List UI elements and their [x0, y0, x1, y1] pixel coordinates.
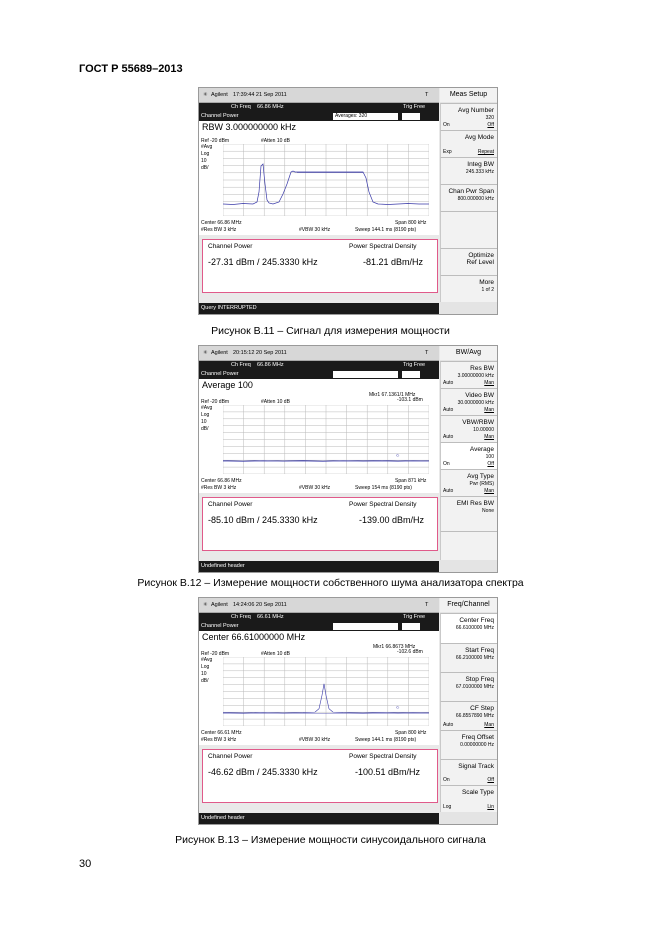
softkey-panel	[440, 346, 497, 572]
softkey-more[interactable]	[440, 275, 497, 302]
ch-freq-label: Ch Freq	[231, 614, 251, 620]
active-function-line: Average 100	[199, 379, 439, 392]
empty-box	[402, 113, 420, 120]
psd-value: -81.21 dBm/Hz	[363, 257, 424, 267]
softkey-optimize-ref-level[interactable]	[440, 248, 497, 275]
mode-bar	[199, 112, 439, 121]
softkey-emi-res-bw[interactable]	[440, 496, 497, 531]
softkey-option-left: Auto	[443, 722, 454, 728]
figure-caption-3: Рисунок В.13 – Измерение мощности синусоидального сигнала	[175, 834, 486, 846]
softkey-label: Avg Type	[467, 473, 494, 480]
softkey-option-left: On	[443, 122, 450, 128]
channel-power-value: -85.10 dBm / 245.3330 kHz	[208, 515, 318, 525]
softkey-label: Signal Track	[458, 763, 494, 770]
softkey-label: Integ BW	[467, 161, 494, 168]
softkey-center-freq[interactable]	[440, 613, 497, 643]
softkey-value: 800.000000 kHz	[457, 196, 494, 202]
mode-label: Channel Power	[201, 623, 239, 629]
softkey-label: Optimize	[468, 252, 494, 259]
softkey-avg-mode[interactable]	[440, 130, 497, 157]
atten-label: #Atten 10 dB	[261, 399, 290, 405]
sweep: Sweep 144.1 ms (8190 pts)	[355, 737, 417, 743]
channel-power-label: Channel Power	[208, 243, 253, 250]
mode-label: Channel Power	[201, 113, 239, 119]
softkey-integ-bw[interactable]	[440, 157, 497, 184]
averages-box	[333, 623, 398, 630]
brand-label: Agilent	[211, 92, 228, 98]
span: Span 800 kHz	[395, 730, 427, 736]
results-panel	[202, 749, 438, 803]
spectrum-plot	[199, 644, 439, 745]
softkey-value: 66.2100000 MHz	[455, 655, 494, 661]
softkey-label: Avg Mode	[464, 134, 494, 141]
softkey-label: Scale Type	[461, 789, 494, 796]
timestamp: 20:15:12 20 Sep 2011	[233, 350, 287, 356]
svg-text:◇: ◇	[396, 704, 400, 710]
spectrum-plot	[199, 134, 439, 235]
menu-title: Freq/Channel	[440, 598, 497, 612]
softkey-value: 1 of 2	[481, 287, 494, 293]
psd-label: Power Spectral Density	[349, 753, 417, 760]
softkey-label: Center Freq	[459, 617, 494, 624]
vbw: #VBW 30 kHz	[299, 485, 331, 491]
ref-level: Ref -20 dBm	[201, 399, 230, 405]
trig-label: Trig Free	[403, 614, 426, 620]
channel-power-value: -46.62 dBm / 245.3330 kHz	[208, 767, 318, 777]
mode-label: Channel Power	[201, 371, 239, 377]
title-bar	[199, 598, 439, 613]
agilent-logo-icon: ✳	[203, 602, 208, 608]
softkey-label: More	[479, 279, 494, 286]
res-bw: #Res BW 3 kHz	[201, 737, 237, 743]
softkey-label: Chan Pwr Span	[448, 188, 494, 195]
analyzer-screenshot-2	[198, 345, 498, 573]
softkey-vbw-rbw[interactable]	[440, 415, 497, 442]
t-flag: T	[425, 350, 429, 356]
scale-type-label: Log	[201, 664, 210, 670]
channel-power-value: -27.31 dBm / 245.3330 kHz	[208, 257, 318, 267]
sweep: Sweep 154 ms (8190 pts)	[355, 485, 412, 491]
softkey-option-left: Log	[443, 804, 452, 810]
timestamp: 14:24:06 20 Sep 2011	[233, 602, 287, 608]
psd-value: -139.00 dBm/Hz	[359, 515, 425, 525]
softkey-value: 3.00000000 kHz	[457, 373, 494, 379]
softkey-option-left: Auto	[443, 407, 454, 413]
brand-label: Agilent	[211, 602, 228, 608]
psd-label: Power Spectral Density	[349, 243, 417, 250]
softkey-panel	[440, 88, 497, 314]
softkey-option-right: Lin	[487, 804, 494, 810]
mode-bar	[199, 622, 439, 631]
atten-label: #Atten 10 dB	[261, 651, 290, 657]
atten-label: #Atten 10 dB	[261, 138, 290, 144]
status-bar: Query INTERRUPTED	[199, 303, 439, 314]
averages-box: Averages: 320	[333, 113, 398, 120]
softkey-label: EMI Res BW	[456, 500, 494, 507]
trig-label: Trig Free	[403, 104, 426, 110]
sweep: Sweep 144.1 ms (8190 pts)	[355, 227, 417, 233]
softkey-freq-offset[interactable]	[440, 730, 497, 759]
softkey-label: Average	[469, 446, 494, 453]
softkey-label: Start Freq	[465, 647, 494, 654]
t-flag: T	[425, 602, 429, 608]
empty-box	[402, 623, 420, 630]
softkey-avg-number[interactable]	[440, 103, 497, 130]
scale-value: 10	[201, 419, 207, 425]
softkey-option-left: On	[443, 777, 450, 783]
softkey-blank[interactable]	[440, 531, 497, 560]
softkey-value: Ref Level	[466, 259, 494, 266]
softkey-signal-track[interactable]	[440, 759, 497, 785]
softkey-option-left: Exp	[443, 149, 452, 155]
softkey-label: Stop Freq	[465, 676, 494, 683]
avg-label: #Avg	[201, 144, 213, 150]
analyzer-screenshot-1	[198, 87, 498, 315]
timestamp: 17:39:44 21 Sep 2011	[233, 92, 287, 98]
center-freq: Center 66.61 MHz	[201, 730, 242, 736]
softkey-option-left: Auto	[443, 434, 454, 440]
spectrum-trace-graph	[223, 405, 429, 474]
softkey-cf-step[interactable]	[440, 701, 497, 730]
scale-unit: dB/	[201, 426, 209, 432]
menu-title: BW/Avg	[440, 346, 497, 360]
softkey-start-freq[interactable]	[440, 643, 497, 672]
ref-level: Ref -20 dBm	[201, 651, 230, 657]
softkey-option-right: Man	[484, 434, 494, 440]
softkey-value: 66.6100000 MHz	[455, 625, 494, 631]
softkey-avg-type[interactable]	[440, 469, 497, 496]
scale-type-label: Log	[201, 412, 210, 418]
res-bw: #Res BW 3 kHz	[201, 227, 237, 233]
softkey-value: 10.00000	[473, 427, 494, 433]
ch-freq-value: 66.86 MHz	[257, 104, 284, 110]
softkey-option-right: Man	[484, 722, 494, 728]
softkey-average[interactable]	[440, 442, 497, 469]
t-flag: T	[425, 92, 429, 98]
softkey-option-left: Auto	[443, 380, 454, 386]
psd-value: -100.51 dBm/Hz	[355, 767, 421, 777]
scale-type-label: Log	[201, 151, 210, 157]
softkey-option-right: Man	[484, 380, 494, 386]
analyzer-screenshot-3	[198, 597, 498, 825]
active-function-line: RBW 3.000000000 kHz	[199, 121, 439, 134]
status-bar: Undefined header	[199, 813, 439, 824]
span: Span 800 kHz	[395, 220, 427, 226]
softkey-option-right: Off	[487, 461, 494, 467]
softkey-value: 30.0000000 kHz	[457, 400, 494, 406]
softkey-option-right: Off	[487, 122, 494, 128]
title-bar	[199, 346, 439, 361]
softkey-label: CF Step	[470, 705, 494, 712]
softkey-label: Freq Offset	[461, 734, 494, 741]
channel-bar	[199, 361, 439, 370]
ch-freq-label: Ch Freq	[231, 104, 251, 110]
scale-unit: dB/	[201, 165, 209, 171]
softkey-value: 320	[485, 115, 494, 121]
vbw: #VBW 30 kHz	[299, 737, 331, 743]
spectrum-trace-graph	[223, 657, 429, 726]
softkey-option-left: On	[443, 461, 450, 467]
averages-box	[333, 371, 398, 378]
channel-bar	[199, 613, 439, 622]
softkey-label: Res BW	[470, 365, 494, 372]
softkey-blank[interactable]	[440, 211, 497, 248]
softkey-label: Avg Number	[457, 107, 494, 114]
softkey-label: VBW/RBW	[462, 419, 494, 426]
softkey-value: 100	[485, 454, 494, 460]
softkey-option-right: Man	[484, 488, 494, 494]
channel-power-label: Channel Power	[208, 753, 253, 760]
results-panel	[202, 239, 438, 293]
ref-level: Ref -20 dBm	[201, 138, 230, 144]
softkey-stop-freq[interactable]	[440, 672, 497, 701]
softkey-value: None	[482, 508, 494, 514]
document-header: ГОСТ Р 55689–2013	[79, 63, 183, 75]
avg-label: #Avg	[201, 405, 213, 411]
scale-value: 10	[201, 671, 207, 677]
active-function-line: Center 66.61000000 MHz	[199, 631, 439, 644]
softkey-option-right: Repeat	[477, 149, 494, 155]
channel-bar	[199, 103, 439, 112]
softkey-value: 67.0100000 MHz	[455, 684, 494, 690]
marker-level: -102.6 dBm	[397, 649, 423, 655]
avg-label: #Avg	[201, 657, 213, 663]
vbw: #VBW 30 kHz	[299, 227, 331, 233]
center-freq: Center 66.86 MHz	[201, 478, 242, 484]
softkey-panel	[440, 598, 497, 824]
ch-freq-value: 66.61 MHz	[257, 614, 284, 620]
spectrum-trace-graph	[223, 144, 429, 216]
scale-unit: dB/	[201, 678, 209, 684]
figure-caption-1: Рисунок В.11 – Сигнал для измерения мощности	[211, 325, 450, 337]
trig-label: Trig Free	[403, 362, 426, 368]
marker-freq: Mkr1 67.1361/1 MHz	[369, 392, 416, 398]
softkey-value: Pwr (RMS)	[469, 481, 494, 487]
softkey-option-right: Off	[487, 777, 494, 783]
softkey-video-bw[interactable]	[440, 388, 497, 415]
softkey-res-bw[interactable]	[440, 361, 497, 388]
results-panel	[202, 497, 438, 551]
center-freq: Center 66.86 MHz	[201, 220, 242, 226]
scale-value: 10	[201, 158, 207, 164]
ch-freq-value: 66.86 MHz	[257, 362, 284, 368]
page-number: 30	[79, 858, 92, 870]
agilent-logo-icon: ✳	[203, 350, 208, 356]
softkey-value: 66.8557890 MHz	[455, 713, 494, 719]
mode-bar	[199, 370, 439, 379]
marker-freq: Mkr1 66.8673 MHz	[373, 644, 416, 650]
span: Span 871 kHz	[395, 478, 427, 484]
res-bw: #Res BW 3 kHz	[201, 485, 237, 491]
channel-power-label: Channel Power	[208, 501, 253, 508]
softkey-scale-type[interactable]	[440, 785, 497, 812]
svg-text:◇: ◇	[396, 452, 400, 458]
title-bar	[199, 88, 439, 103]
empty-box	[402, 371, 420, 378]
status-bar: Undefined header	[199, 561, 439, 572]
ch-freq-label: Ch Freq	[231, 362, 251, 368]
figure-caption-2: Рисунок В.12 – Измерение мощности собственного шума анализатора спектра	[137, 577, 524, 589]
softkey-option-right: Man	[484, 407, 494, 413]
brand-label: Agilent	[211, 350, 228, 356]
softkey-chan-pwr-span[interactable]	[440, 184, 497, 211]
menu-title: Meas Setup	[440, 88, 497, 102]
softkey-value: 0.00000000 Hz	[460, 742, 494, 748]
spectrum-plot	[199, 392, 439, 493]
softkey-label: Video BW	[465, 392, 494, 399]
agilent-logo-icon: ✳	[203, 92, 208, 98]
psd-label: Power Spectral Density	[349, 501, 417, 508]
softkey-value: 245.333 kHz	[465, 169, 494, 175]
marker-level: -103.1 dBm	[397, 397, 423, 403]
softkey-option-left: Auto	[443, 488, 454, 494]
